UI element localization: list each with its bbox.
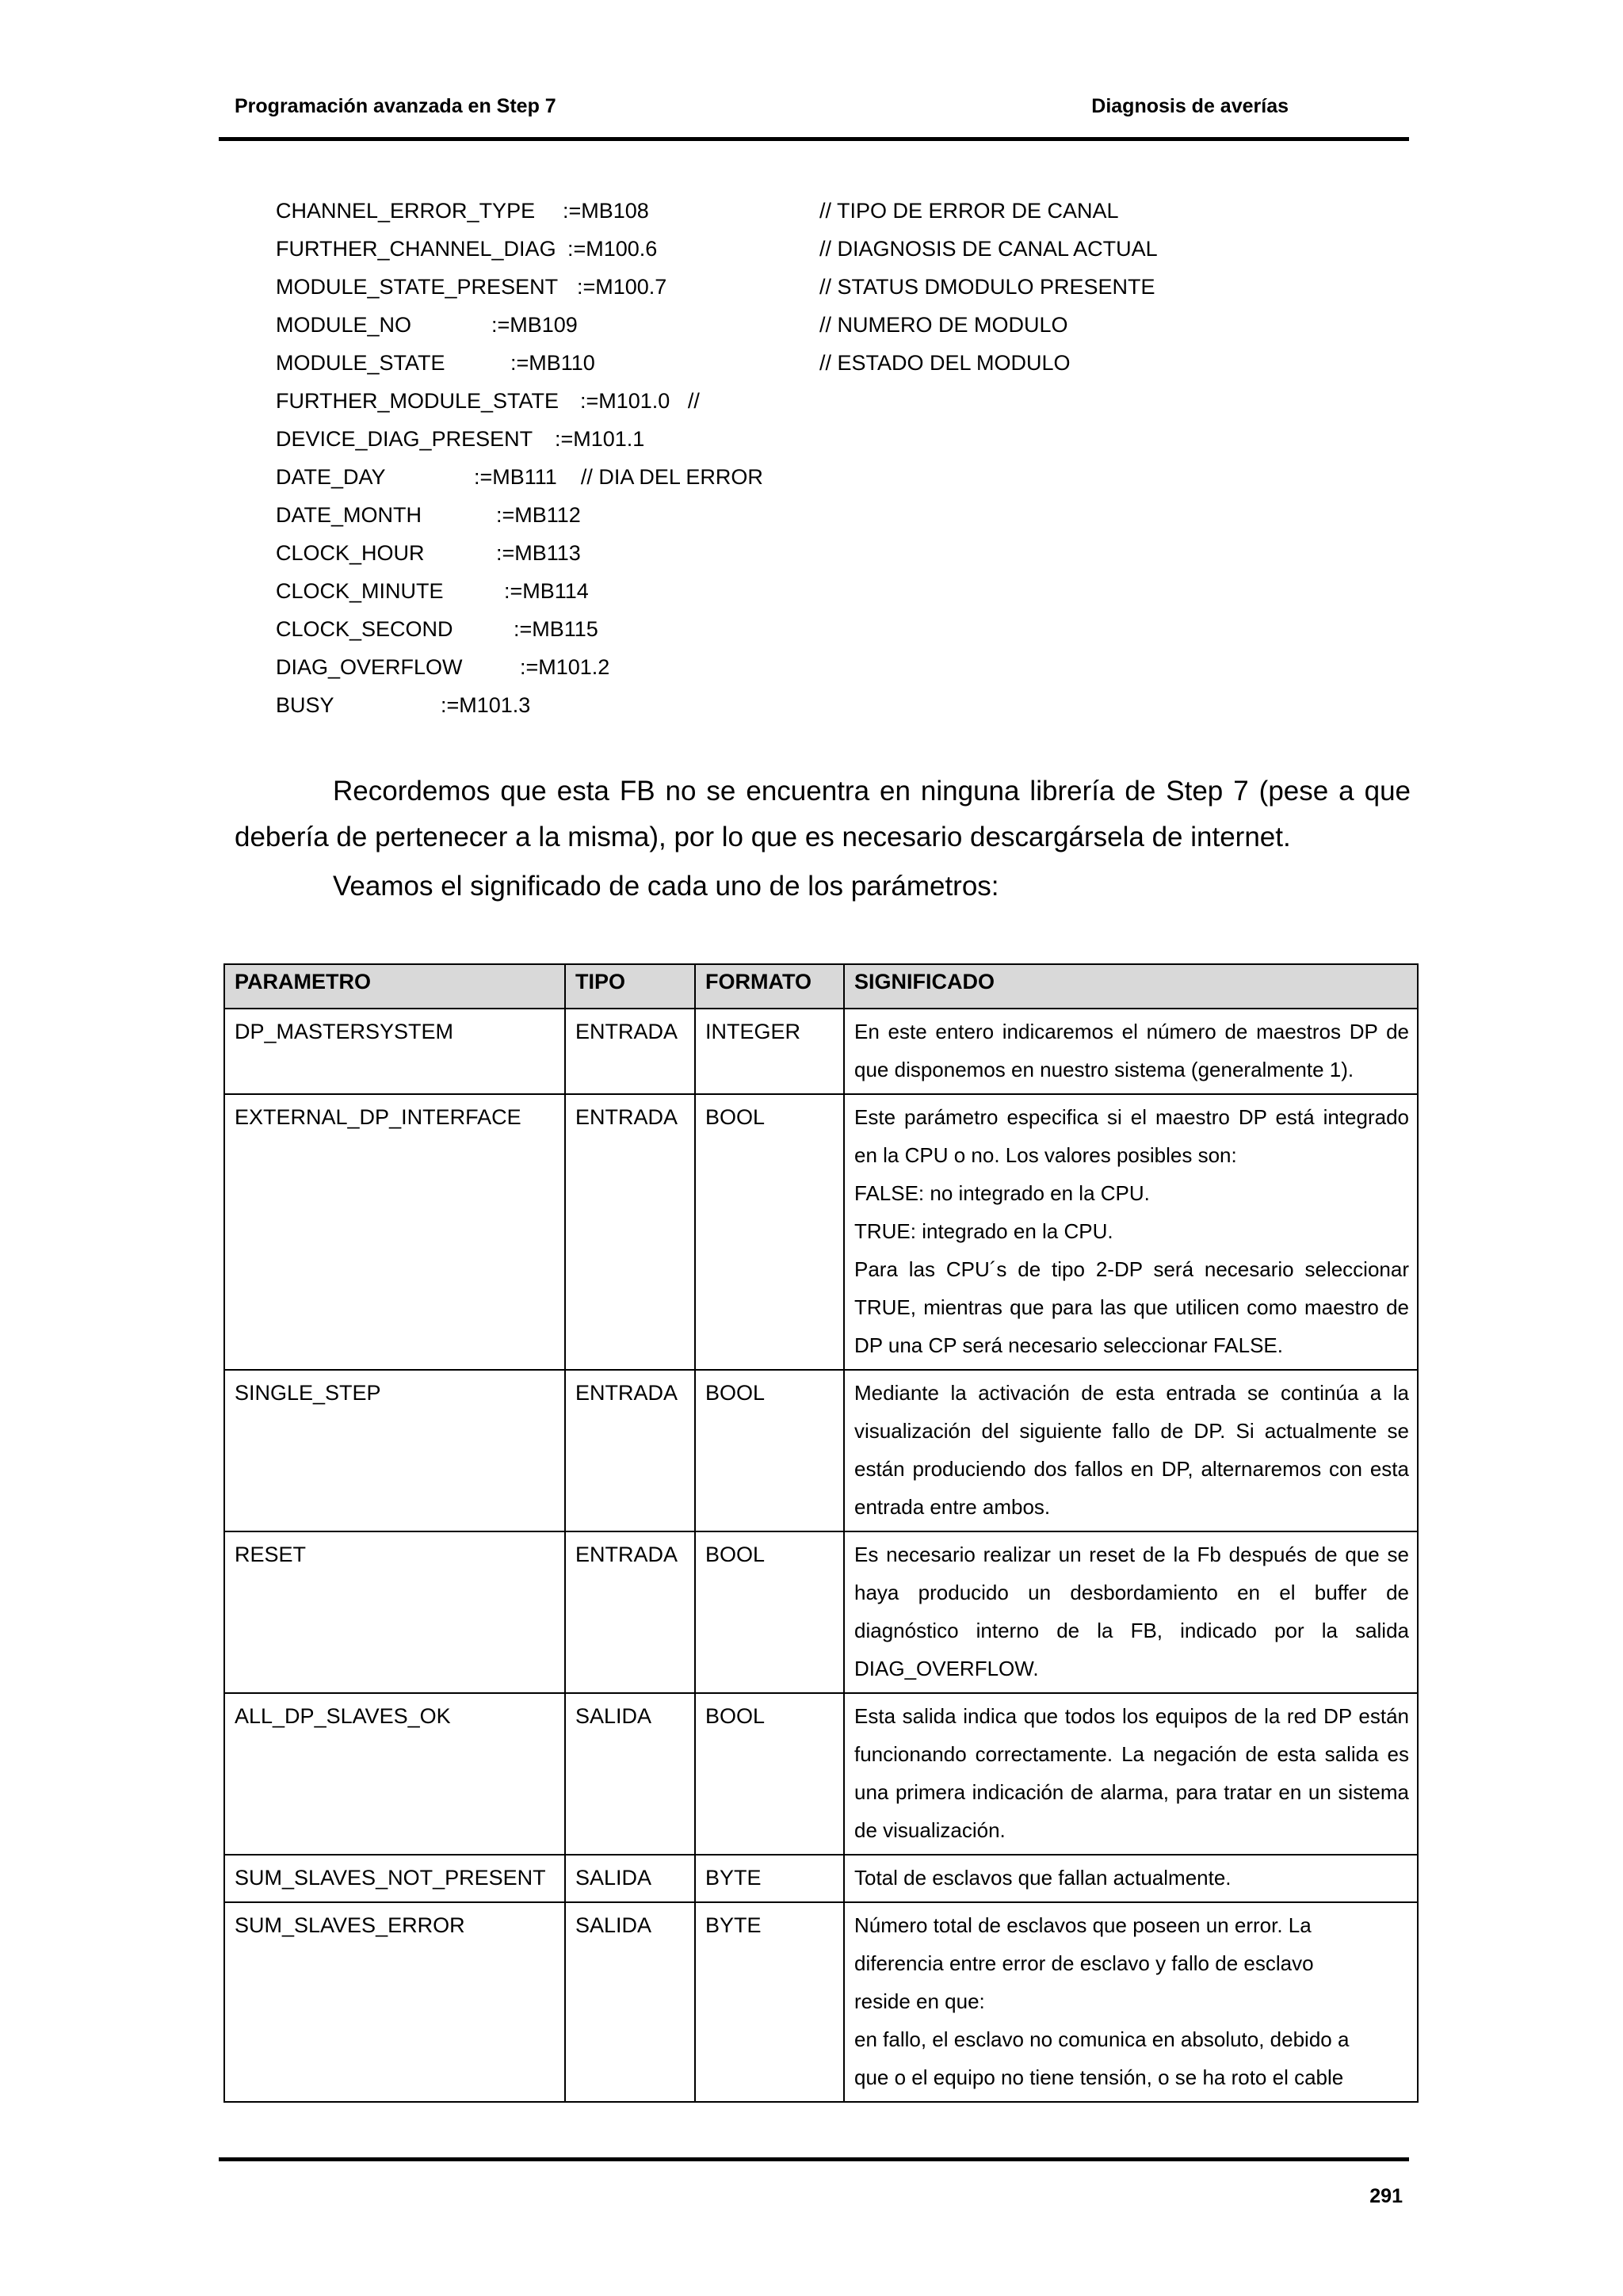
body-text <box>235 769 1411 910</box>
header-book-title: Programación avanzada en Step 7 <box>235 95 556 117</box>
param-cell: EXTERNAL_DP_INTERFACE <box>224 1094 565 1370</box>
description-line: en fallo, el esclavo no comunica en absoluto, debido a <box>854 2027 1350 2051</box>
description-line: diferencia entre error de esclavo y fallo de esclavo <box>854 1951 1314 1975</box>
param-cell: SUM_SLAVES_NOT_PRESENT <box>224 1855 565 1902</box>
description-line: Esta salida indica que todos los equipos de la red DP están funcionando correctamente. La negación de esta salida es una primera indicación de alarma, para tratar en un sistema de visualización. <box>854 1704 1409 1842</box>
description-line: En este entero indicaremos el número de maestros DP de que disponemos en nuestro sistema (generalmente 1). <box>854 1020 1409 1081</box>
table-body <box>224 1009 1418 2102</box>
description-line: TRUE: integrado en la CPU. <box>854 1219 1113 1243</box>
type-cell: ENTRADA <box>565 1531 695 1693</box>
table-row <box>224 1902 1418 2102</box>
column-header: TIPO <box>565 964 695 1009</box>
format-cell: BOOL <box>695 1094 844 1370</box>
description-line: Es necesario realizar un reset de la Fb después de que se haya producido un desbordamiento en el buffer de diagnóstico interno de la FB, indicado por la salida DIAG_OVERFLOW. <box>854 1543 1409 1680</box>
type-cell: ENTRADA <box>565 1370 695 1531</box>
table-header-row <box>224 964 1418 1009</box>
header-chapter-title: Diagnosis de averías <box>1091 95 1289 117</box>
description-cell <box>844 1009 1418 1094</box>
description-line: Para las CPU´s de tipo 2-DP será necesario seleccionar TRUE, mientras que para las que utilicen como maestro de DP una CP será necesario seleccionar FALSE. <box>854 1257 1409 1357</box>
footer-rule <box>219 2157 1409 2161</box>
format-cell: BOOL <box>695 1370 844 1531</box>
type-cell: SALIDA <box>565 1693 695 1855</box>
parameters-table <box>223 963 1419 2103</box>
table-row <box>224 1370 1418 1531</box>
description-cell <box>844 1855 1418 1902</box>
description-line: FALSE: no integrado en la CPU. <box>854 1181 1150 1205</box>
description-cell <box>844 1902 1418 2102</box>
param-cell: RESET <box>224 1531 565 1693</box>
format-cell: BYTE <box>695 1855 844 1902</box>
description-line: Este parámetro especifica si el maestro DP está integrado en la CPU o no. Los valores posibles son: <box>854 1105 1409 1167</box>
table-row <box>224 1094 1418 1370</box>
type-cell: ENTRADA <box>565 1094 695 1370</box>
param-cell: SUM_SLAVES_ERROR <box>224 1902 565 2102</box>
description-line: Mediante la activación de esta entrada se continúa a la visualización del siguiente fallo de DP. Si actualmente se están produciendo dos fallos en DP, alternaremos con esta entrada entre ambos. <box>854 1381 1409 1519</box>
page-number: 291 <box>1369 2185 1403 2207</box>
format-cell: BYTE <box>695 1902 844 2102</box>
format-cell: BOOL <box>695 1693 844 1855</box>
description-line: Total de esclavos que fallan actualmente. <box>854 1866 1232 1890</box>
description-line: que o el equipo no tiene tensión, o se ha roto el cable <box>854 2065 1344 2089</box>
description-line: reside en que: <box>854 1989 985 2013</box>
paragraph-lead: Veamos el significado de cada uno de los parámetros: <box>333 871 999 902</box>
description-cell <box>844 1531 1418 1693</box>
table-row <box>224 1693 1418 1855</box>
type-cell: SALIDA <box>565 1855 695 1902</box>
paragraph-intro: Recordemos que esta FB no se encuentra en ninguna librería de Step 7 (pese a que debería de pertenecer a la misma), por lo que es necesario descargársela de internet. <box>235 776 1411 852</box>
param-cell: SINGLE_STEP <box>224 1370 565 1531</box>
param-cell: DP_MASTERSYSTEM <box>224 1009 565 1094</box>
table-row <box>224 1855 1418 1902</box>
column-header: SIGNIFICADO <box>844 964 1418 1009</box>
table-row <box>224 1009 1418 1094</box>
type-cell: SALIDA <box>565 1902 695 2102</box>
description-cell <box>844 1094 1418 1370</box>
column-header: FORMATO <box>695 964 844 1009</box>
param-cell: ALL_DP_SLAVES_OK <box>224 1693 565 1855</box>
type-cell: ENTRADA <box>565 1009 695 1094</box>
description-line: Número total de esclavos que poseen un error. La <box>854 1913 1312 1937</box>
format-cell: INTEGER <box>695 1009 844 1094</box>
description-cell <box>844 1693 1418 1855</box>
page-header <box>219 95 1409 141</box>
header-rule <box>219 137 1409 141</box>
table-row <box>224 1531 1418 1693</box>
column-header: PARAMETRO <box>224 964 565 1009</box>
description-cell <box>844 1370 1418 1531</box>
format-cell: BOOL <box>695 1531 844 1693</box>
